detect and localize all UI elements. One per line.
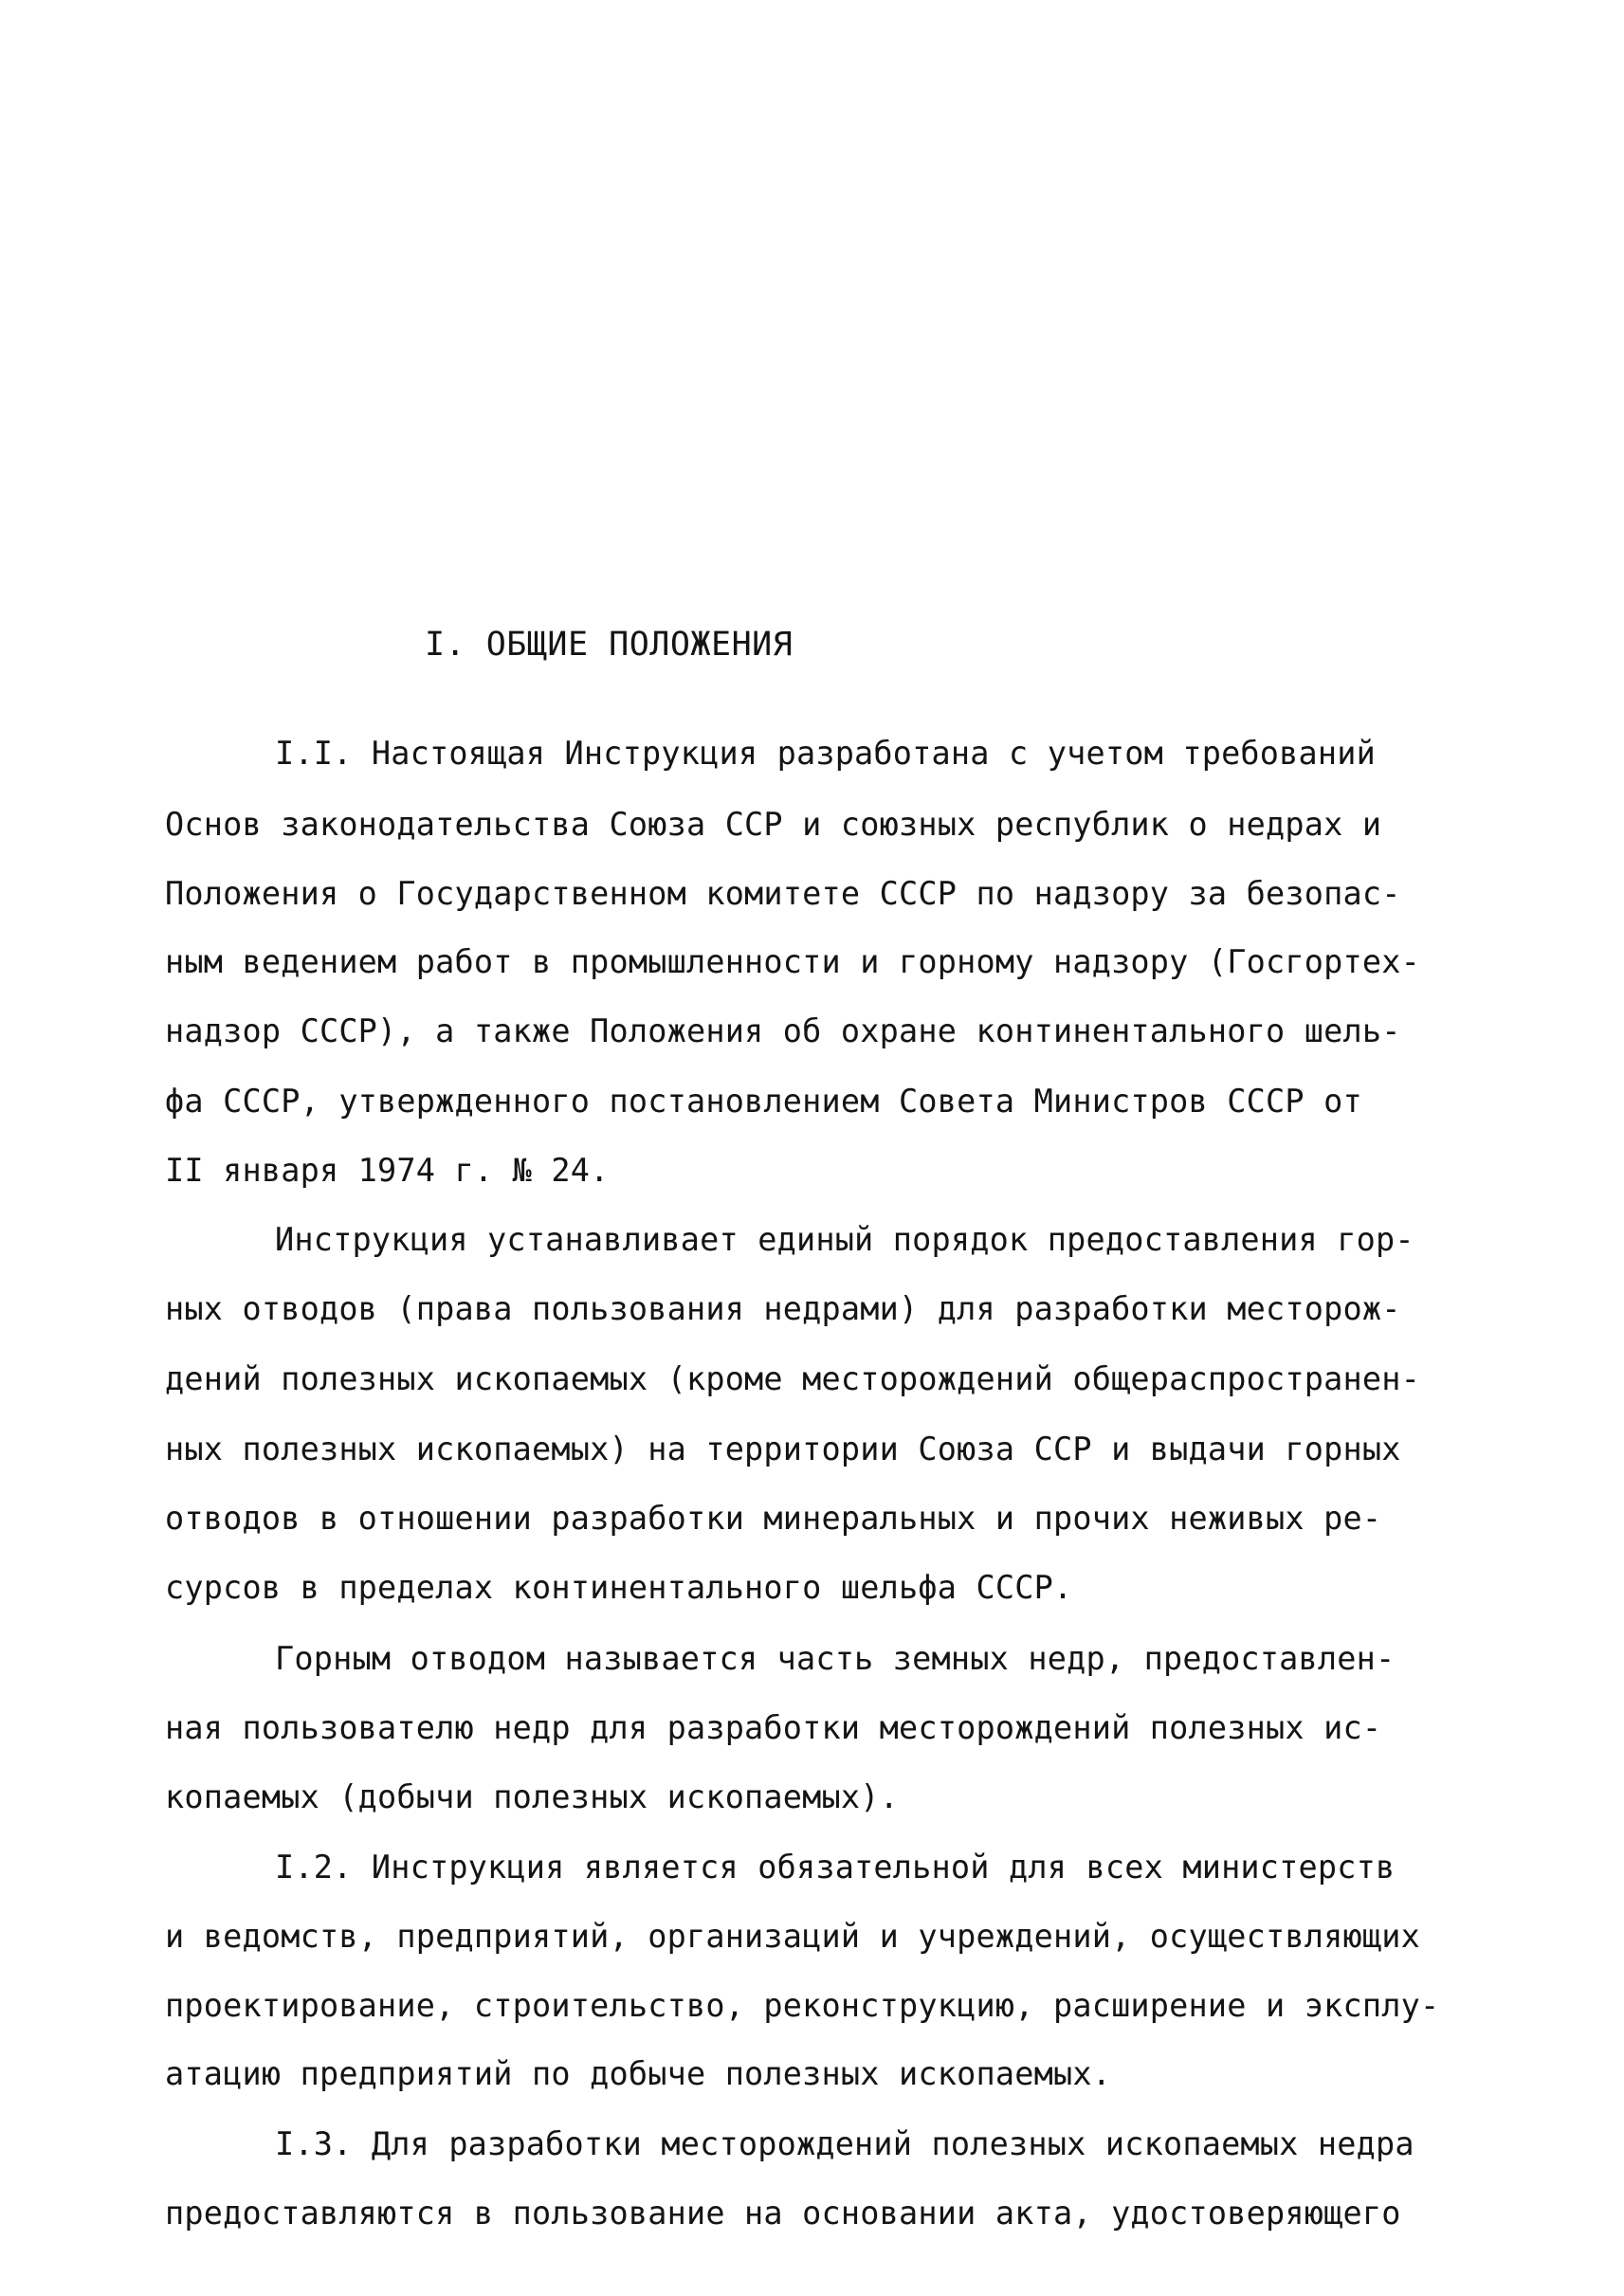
paragraph-1-3-line-1: I.3. Для разработки месторождений полезных ископаемых недра xyxy=(275,2125,1414,2162)
paragraph-scope-line-2: ных отводов (права пользования недрами) для разработки месторож- xyxy=(165,1290,1401,1327)
paragraph-1-1-line-7: II января 1974 г. № 24. xyxy=(165,1152,610,1189)
paragraph-1-2-line-4: атацию предприятий по добыче полезных ископаемых. xyxy=(165,2055,1112,2092)
section-heading: I. ОБЩИЕ ПОЛОЖЕНИЯ xyxy=(425,626,794,664)
paragraph-1-1-line-2: Основ законодательства Союза ССР и союзных республик о недрах и xyxy=(165,806,1382,843)
paragraph-scope-line-1: Инструкция устанавливает единый порядок предоставления гор- xyxy=(275,1221,1414,1258)
paragraph-definition-line-3: копаемых (добычи полезных ископаемых). xyxy=(165,1778,900,1815)
paragraph-definition-line-2: ная пользователю недр для разработки месторождений полезных ис- xyxy=(165,1709,1382,1746)
paragraph-1-2-line-3: проектирование, строительство, реконструкцию, расширение и эксплу- xyxy=(165,1987,1440,2024)
paragraph-1-1-line-1: I.I. Настоящая Инструкция разработана с учетом требований xyxy=(275,735,1377,772)
paragraph-1-1-line-6: фа СССР, утвержденного постановлением Совета Министров СССР от xyxy=(165,1083,1362,1120)
paragraph-1-1-line-4: ным ведением работ в промышленности и горному надзору (Госгортех- xyxy=(165,943,1420,980)
paragraph-scope-line-6: сурсов в пределах континентального шельфа СССР. xyxy=(165,1569,1073,1606)
paragraph-scope-line-3: дений полезных ископаемых (кроме месторождений общераспространен- xyxy=(165,1360,1420,1397)
paragraph-1-2-line-2: и ведомств, предприятий, организаций и учреждений, осуществляющих xyxy=(165,1918,1420,1955)
paragraph-1-1-line-3: Положения о Государственном комитете СССР по надзору за безопас- xyxy=(165,875,1401,912)
paragraph-1-3-line-2: предоставляются в пользование на основании акта, удостоверяющего xyxy=(165,2195,1401,2232)
paragraph-1-2-line-1: I.2. Инструкция является обязательной для всех министерств xyxy=(275,1849,1396,1886)
paragraph-scope-line-4: ных полезных ископаемых) на территории Союза ССР и выдачи горных xyxy=(165,1430,1401,1467)
paragraph-definition-line-1: Горным отводом называется часть земных недр, предоставлен- xyxy=(275,1640,1396,1677)
paragraph-scope-line-5: отводов в отношении разработки минеральных и прочих неживых ре- xyxy=(165,1500,1382,1537)
paragraph-1-1-line-5: надзор СССР), а также Положения об охране континентального шель- xyxy=(165,1012,1401,1049)
